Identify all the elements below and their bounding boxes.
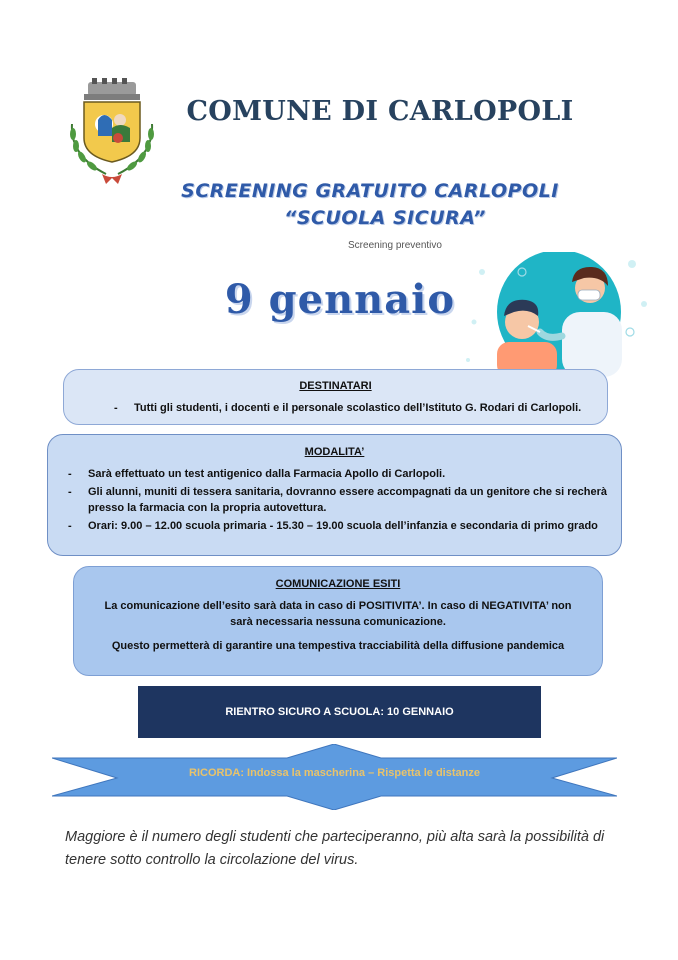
- destinatari-box: [63, 369, 608, 425]
- list-item: - Tutti gli studenti, i docenti e il personale scolastico dell’Istituto G. Rodari di Carlopoli.: [114, 402, 582, 414]
- modalita-title: MODALITA’: [304, 446, 365, 458]
- screening-subtitle: “SCUOLA SICURA”: [284, 207, 486, 229]
- modalita-box: [47, 434, 622, 556]
- rientro-text: RIENTRO SICURO A SCUOLA: 10 GENNAIO: [225, 706, 454, 718]
- screening-title: SCREENING GRATUITO CARLOPOLI: [181, 180, 559, 202]
- destinatari-list: [64, 400, 607, 416]
- comunicazione-title: COMUNICAZIONE ESITI: [275, 578, 401, 590]
- comunicazione-box: [73, 566, 603, 676]
- nurse-swab-illustration: [462, 252, 657, 377]
- modalita-list: [48, 466, 621, 534]
- comunicazione-paragraph: La comunicazione dell’esito sarà data in caso di POSITIVITA’. In caso di NEGATIVITA’ non sarà necessaria nessuna comunicazione.: [104, 600, 572, 628]
- footer-note: Maggiore è il numero degli studenti che parteciperanno, più alta sarà la possibilità di tenere sotto controllo la circolazione del virus.: [65, 829, 605, 868]
- comunicazione-paragraph: Questo permetterà di garantire una tempestiva tracciabilità della diffusione pandemica: [111, 640, 565, 652]
- rientro-banner: [138, 686, 541, 738]
- comune-crest-icon: [62, 76, 162, 188]
- destinatari-title: DESTINATARI: [299, 380, 372, 392]
- screening-caption: Screening preventivo: [348, 240, 442, 251]
- list-item: - Gli alunni, muniti di tessera sanitaria, dovranno essere accompagnati da un genitore che si recherà presso la farmacia con la propria autovettura.: [68, 486, 607, 514]
- list-item: - Sarà effettuato un test antigenico dalla Farmacia Apollo di Carlopoli.: [68, 468, 446, 480]
- comune-title: COMUNE DI CARLOPOLI: [186, 96, 574, 127]
- screening-date: 9 gennaio: [224, 276, 456, 323]
- list-item: - Orari: 9.00 – 12.00 scuola primaria - 15.30 – 19.00 scuola dell’infanzia e secondaria di primo grado: [68, 520, 598, 532]
- ricorda-text: RICORDA: Indossa la mascherina – Rispetta le distanze: [189, 767, 480, 779]
